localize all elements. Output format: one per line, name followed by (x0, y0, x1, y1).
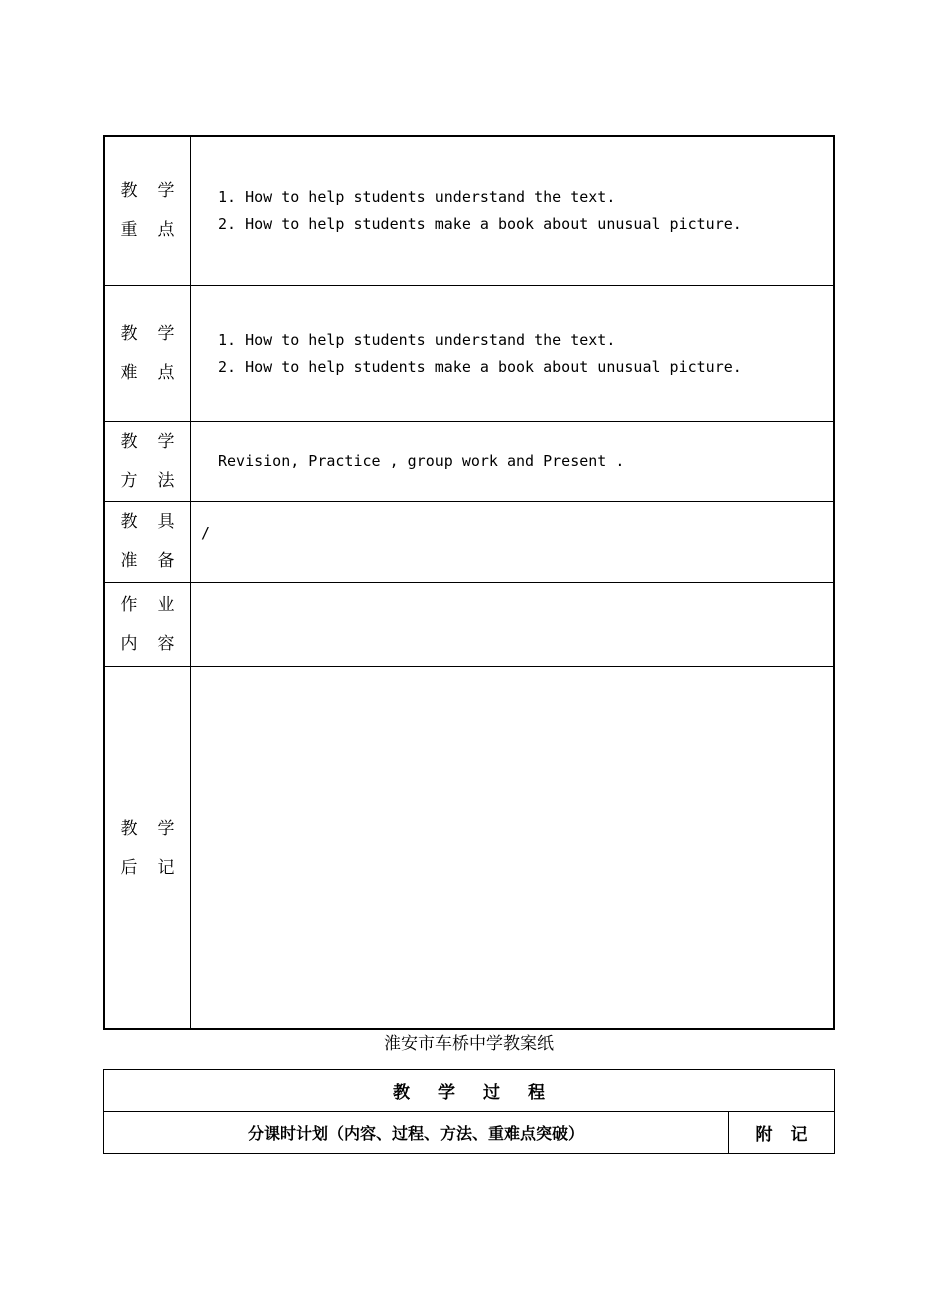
label-teaching-aids (105, 502, 195, 582)
method-text: Revision, Practice , group work and Present . (218, 452, 625, 470)
label-line: 难点 (120, 362, 195, 383)
appendix-label: 附记 (755, 1125, 826, 1145)
difficulty-item: 1. How to help students understand the text. (218, 330, 616, 349)
row-teaching-reflection (105, 667, 833, 1030)
label-teaching-reflection (105, 667, 195, 1030)
plan-column-header: 分课时计划（内容、过程、方法、重难点突破） (104, 1112, 729, 1153)
label-line: 准备 (120, 551, 195, 571)
appendix-column-header (729, 1112, 834, 1153)
label-line: 教学 (120, 181, 195, 201)
content-teaching-difficulty (191, 286, 833, 421)
focus-item: 2. How to help students make a book about unusual picture. (218, 215, 742, 233)
content-teaching-method (191, 422, 833, 501)
label-homework (105, 583, 195, 666)
lesson-plan-table (103, 135, 835, 1030)
content-teaching-reflection (191, 667, 833, 1030)
row-teaching-aids (105, 502, 833, 583)
label-line: 教学 (120, 323, 195, 344)
process-header-label: 教学过程 (393, 1083, 573, 1103)
process-header (104, 1070, 834, 1112)
label-line: 教学 (120, 818, 195, 839)
label-line: 教具 (120, 512, 195, 532)
label-line: 后记 (120, 857, 195, 878)
row-teaching-difficulty (105, 286, 833, 422)
content-teaching-focus (191, 137, 833, 285)
label-line: 重点 (120, 220, 195, 240)
row-teaching-method (105, 422, 833, 502)
page-caption: 淮安市车桥中学教案纸 (384, 1034, 554, 1054)
label-line: 作业 (120, 594, 195, 615)
label-line: 内容 (120, 633, 195, 654)
content-teaching-aids (191, 502, 833, 582)
focus-item: 1. How to help students understand the text. (218, 188, 616, 206)
label-teaching-focus (105, 137, 195, 285)
label-line: 方法 (120, 470, 195, 491)
label-line: 教学 (120, 431, 195, 452)
label-teaching-method (105, 422, 195, 501)
content-homework (191, 583, 833, 666)
teaching-process-table (103, 1069, 835, 1154)
row-homework (105, 583, 833, 667)
label-teaching-difficulty (105, 286, 195, 421)
difficulty-item: 2. How to help students make a book about unusual picture. (218, 357, 742, 376)
preparation-text: / (201, 524, 211, 542)
row-teaching-focus (105, 137, 833, 286)
